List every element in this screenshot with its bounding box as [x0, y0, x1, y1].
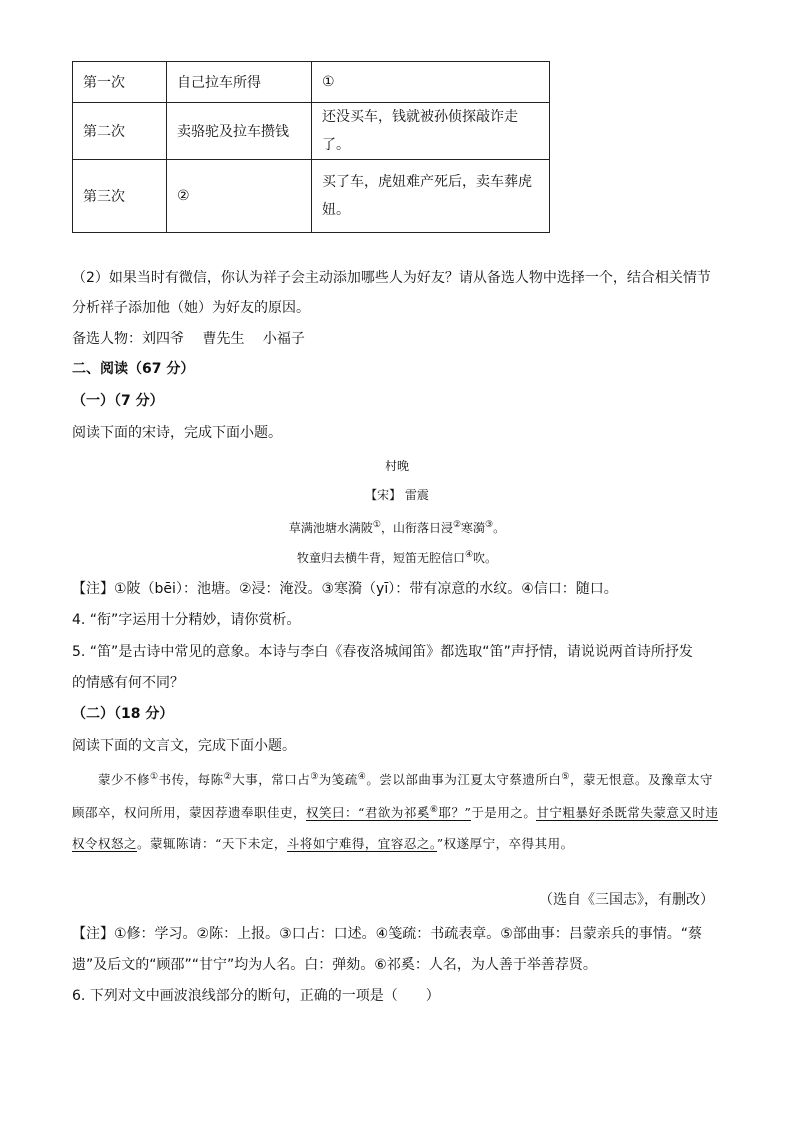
source-citation: （选自《三国志》，有删改） — [539, 892, 714, 908]
candidates-line: 备选人物：刘四爷 曹先生 小福子 — [72, 331, 305, 347]
table-cell: 买了车，虎妞难产死后，卖车葬虎妞。 — [312, 160, 550, 233]
question-5-line2: 的情感有何不同？ — [72, 675, 184, 691]
classic-notes-line2: 遗”及后文的“顾邵”“甘宁”均为人名。白：弹劾。⑥祁奚：人名，为人善于举善荐贤。 — [72, 957, 597, 973]
question-5-line1: 5. “笛”是古诗中常见的意象。本诗与李白《春夜洛城闻笛》都选取“笛”声抒情，请说说两首诗所抒发 — [72, 644, 693, 660]
question-2-line1: （2）如果当时有微信，你认为祥子会主动添加哪些人为好友？请从备选人物中选择一个，结合相关情节 — [72, 270, 711, 286]
question-2-line2: 分析祥子添加他（她）为好友的原因。 — [72, 300, 310, 316]
table-row — [73, 103, 550, 160]
part-1-title: （一）（7 分） — [72, 393, 164, 409]
poem-author: 【宋】 雷震 — [365, 488, 429, 502]
section-title: 二、阅读（67 分） — [72, 361, 195, 377]
underlined-sentence-1: 权笑曰：“君欲为祁奚⑥耶？” — [306, 805, 472, 821]
instruction-line: 阅读下面的宋诗，完成下面小题。 — [72, 425, 282, 441]
table-cell: ② — [167, 160, 312, 233]
table-cell: 第三次 — [73, 160, 167, 233]
poem-notes: 【注】①陂（bēi）：池塘。②浸：淹没。③寒漪（yī）：带有凉意的水纹。④信口：随口。 — [72, 581, 618, 597]
table-cell: 第一次 — [73, 62, 167, 103]
table-cell: 卖骆驼及拉车攒钱 — [167, 103, 312, 160]
poem-line-1: 草满池塘水满陂①，山衔落日浸②寒漪③。 — [288, 520, 506, 535]
part-2-title: （二）（18 分） — [72, 706, 174, 722]
poem-title: 村晚 — [384, 459, 409, 473]
table-cell: 还没买车，钱就被孙侦探敲诈走了。 — [312, 103, 550, 160]
question-4: 4. “衔”字运用十分精妙，请你赏析。 — [72, 612, 301, 628]
table-cell: 自己拉车所得 — [167, 62, 312, 103]
underlined-sentence-2: 斗将如宁难得，宜容忍之。 — [286, 836, 437, 852]
table-row — [73, 62, 550, 103]
classical-passage: 蒙少不修①书传，每陈②大事，常口占③为笺疏④。尝以部曲事为江夏太守蔡遗所白⑤，蒙无恨意。及豫章太守顾邵卒，权问所用，蒙因荐遗奉职佳吏，权笑曰：“君欲为祁奚⑥耶？”于是用之。甘宁粗暴好杀既常失蒙意又时违权令权怒之。蒙辄陈请：“天下未定，斗将如宁难得，宜容忍之。”权遂厚宁，卒得其用。 — [72, 772, 719, 852]
money-table — [72, 61, 550, 233]
poem-line-2: 牧童归去横牛背，短笛无腔信口④吹。 — [296, 550, 498, 565]
table-cell: 第二次 — [73, 103, 167, 160]
instruction-line-2: 阅读下面的文言文，完成下面小题。 — [72, 738, 296, 754]
table-cell: ① — [312, 62, 550, 103]
wavy-line-segment: 甘宁粗暴好杀既常失蒙意又时违权令权怒之 — [72, 805, 719, 852]
classic-notes-line1: 【注】①修：学习。②陈：上报。③口占：口述。④笺疏：书疏表章。⑤部曲事：吕蒙亲兵的事情。“蔡 — [72, 926, 703, 942]
table-row — [73, 160, 550, 233]
question-6: 6. 下列对文中画波浪线部分的断句，正确的一项是（ ） — [72, 988, 440, 1004]
